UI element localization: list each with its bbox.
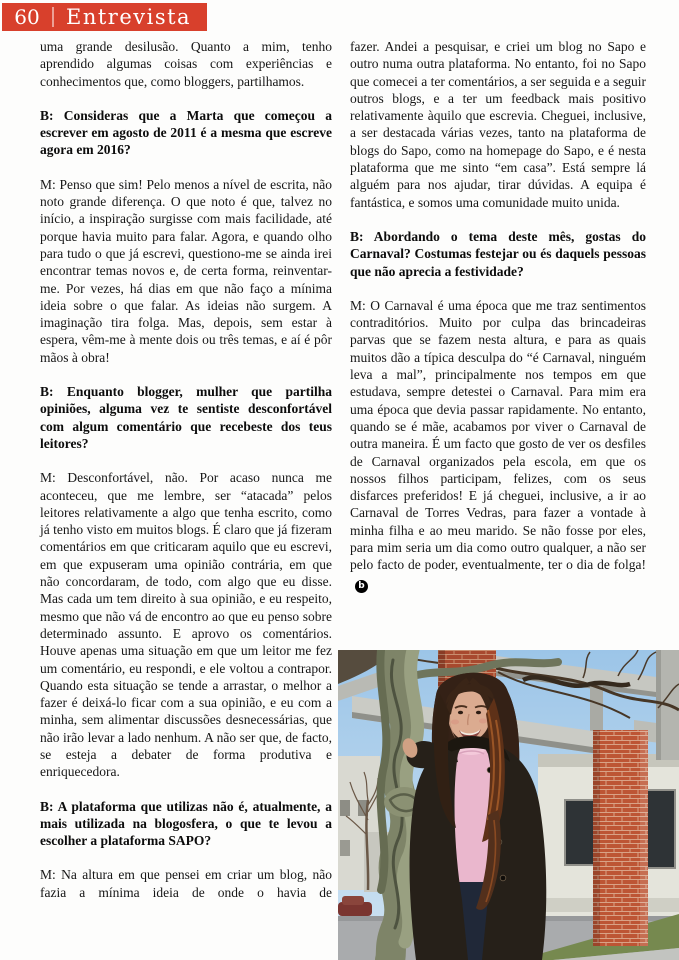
paragraph: M: Penso que sim! Pelo menos a nível de escrita, não noto grande diferença. O que noto é que, talvez no início, a inspiração surgisse com mais facilidade, até porque havia muito para falar. Agora, e quando olho para tudo o que já escrevi, questiono-me se ainda irei encontrar temas novos e, de certa forma, reinventar-me. Por vezes, há dias em que não faço a mínima ideia sobre o que falar. As ideias não surgem. A imaginação tira folga. Mas, depois, sem estar à espera, vêm-me à mente dois ou três temas, e aí é pôr mãos à obra! (40, 176, 332, 365)
text-column-left (40, 38, 332, 918)
interview-question: B: Consideras que a Marta que começou a escrever em agosto de 2011 é a mesma que escreve agora em 2016? (40, 107, 332, 158)
text-column-right (350, 38, 646, 610)
paragraph: M: Desconfortável, não. Por acaso nunca me aconteceu, que me lembre, ser “atacada” pelos leitores relativamente a algo que tenha escrito, como já tenho visto em muitos blogs. É claro que já fizeram comentários em que criticaram aquilo que eu escrevi, em que expuseram uma opinião contrária, em que não concordaram, de todo, com algo que eu disse. Mas cada um tem direito à sua opinião, e eu respeito, mesmo que não vá de encontro ao que eu penso sobre determinado assunto. E aprovo os comentários. Houve apenas uma situação em que um leitor me fez um comentário, eu respondi, e ele voltou a contrapor. Quando esta situação se tende a arrastar, o melhor a fazer é deixá-lo ficar com a sua opinião, e eu com a minha, sem alimentar discussões desnecessárias, que não irão levar a lado nenhum. A não ser que, de facto, se esteja a debater de forma produtiva e enriquecedora. (40, 470, 332, 780)
paragraph: uma grande desilusão. Quanto a mim, tenho aprendido algumas coisas com experiências e conhecimentos que, como bloggers, partilhamos. (40, 39, 332, 89)
section-title: Entrevista (66, 5, 192, 29)
interview-question: B: A plataforma que utilizas não é, atualmente, a mais utilizada na blogosfera, o que te levou a escolher a plataforma SAPO? (40, 798, 332, 849)
brick-pillar-right (593, 730, 648, 946)
interview-question: B: Enquanto blogger, mulher que partilha opiniões, alguma vez te sentiste desconfortável com algum comentário que recebeste dos teus leitores? (40, 384, 332, 451)
page-number: 60 (14, 5, 40, 29)
paragraph (350, 297, 646, 593)
interview-question: B: Abordando o tema deste mês, gostas do Carnaval? Costumas festejar ou és daquels pessoas que não aprecia a festividade? (350, 228, 646, 279)
photo-illustration (338, 650, 679, 960)
paragraph: fazer. Andei a pesquisar, e criei um blog no Sapo e outro numa outra plataforma. No entanto, foi no Sapo que comecei a ter comentários, a ser seguida e a seguir outros blogs, e a ter um feedback mais positivo relativamente àquilo que escrevia. Cheguei, inclusive, a ser destacada várias vezes, tanto na plataforma de blogs do Sapo, como na homepage do Sapo, e é nesta plataforma que me sinto “em casa”. Está sempre lá alguém para nos ajudar, tirar dúvidas. A equipa é fantástica, e somos uma comunidade muito unida. (350, 39, 646, 210)
article-end-mark: b (355, 580, 368, 593)
page-header (2, 3, 207, 31)
interview-photo (338, 650, 679, 960)
paragraph: M: Na altura em que pensei em criar um blog, não fazia a mínima ideia de onde o havia de (40, 867, 332, 900)
paragraph-text: M: O Carnaval é uma época que me traz sentimentos contraditórios. Muito por culpa das brincadeiras parvas que se fazem nesta altura, e para as quais muitos dão a típica desculpa do “é Carnaval, ninguém leva a mal”, principalmente nos tempos em que estudava, sempre detestei o Carnaval. Para mim era uma época que devia passar rapidamente. No entanto, quando se é mãe, acabamos por viver o Carnaval de outra maneira. É um facto que gosto de ver os desfiles de Carnaval organizados pela escola, em que os nossos filhos participam, felizes, com os seus disfarces preferidos! E já cheguei, inclusive, a ir ao Carnaval de Torres Vedras, para fazer a vontade à minha filha e ao meu marido. Se não fosse por eles, para mim seria um dia como outro qualquer, a não ser pelo facto de poder, eventualmente, ter o dia de folga! (350, 297, 646, 573)
